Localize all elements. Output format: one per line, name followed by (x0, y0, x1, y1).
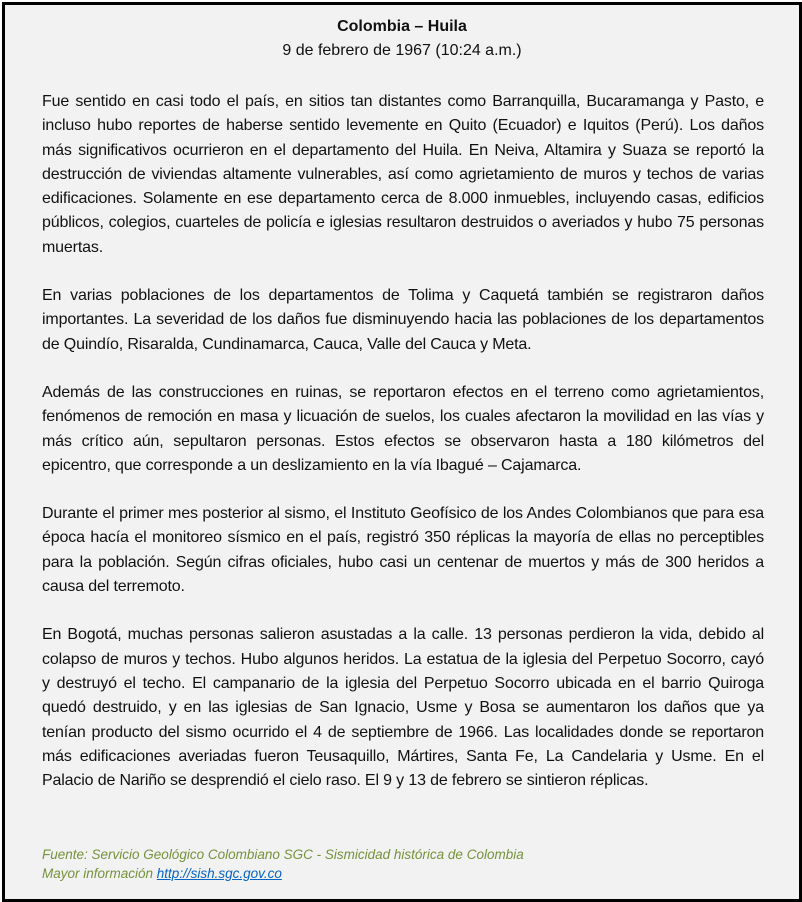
more-info-line (42, 864, 764, 883)
paragraph: Fue sentido en casi todo el país, en sitios tan distantes como Barranquilla, Bucaramanga y Pasto, e incluso hubo reportes de haberse sentido levemente en Quito (Ecuador) e Iquitos (Perú). Los daños más significativos ocurrieron en el departamento del Huila. En Neiva, Altamira y Suaza se reportó la destrucción de viviendas altamente vulnerables, así como agrietamiento de muros y techos de varias edificaciones. Solamente en ese departamento cerca de 8.000 inmuebles, incluyendo casas, edificios públicos, colegios, cuarteles de policía e iglesias resultaron destruidos o averiados y hubo 75 personas muertas. (42, 93, 764, 256)
more-info-label: Mayor información (42, 866, 157, 881)
source-link[interactable]: http://sish.sgc.gov.co (156, 866, 282, 881)
paragraph: Además de las construcciones en ruinas, se reportaron efectos en el terreno como agrietamientos, fenómenos de remoción en masa y licuación de suelos, los cuales afectaron la movilidad en las vías y más crítico aún, sepultaron personas. Estos efectos se observaron hasta a 180 kilómetros del epicentro, que corresponde a un deslizamiento en la vía Ibagué – Cajamarca. (42, 383, 764, 474)
body-text (42, 90, 764, 817)
paragraph: En varias poblaciones de los departamentos de Tolima y Caquetá también se registraron daños importantes. La severidad de los daños fue disminuyendo hacia las poblaciones de los departamentos de Quindío, Risaralda, Cundinamarca, Cauca, Valle del Cauca y Meta. (42, 287, 764, 353)
source-footer (42, 845, 764, 883)
paragraph: En Bogotá, muchas personas salieron asustadas a la calle. 13 personas perdieron la vida, debido al colapso de muros y techos. Hubo algunos heridos. La estatua de la iglesia del Perpetuo Socorro, cayó y destruyó el techo. El campanario de la iglesia del Perpetuo Socorro ubicada en el barrio Quiroga quedó destruido, y en las iglesias de San Ignacio, Usme y Bosa se aumentaron los daños que ya tenían producto del sismo ocurrido el 4 de septiembre de 1966. Las localidades donde se reportaron más edificaciones averiadas fueron Teusaquillo, Mártires, Santa Fe, La Candelaria y Usme. En el Palacio de Nariño se desprendió el cielo raso. El 9 y 13 de febrero se sintieron réplicas. (42, 626, 764, 790)
source-line: Fuente: Servicio Geológico Colombiano SGC - Sismicidad histórica de Colombia (42, 847, 524, 862)
paragraph: Durante el primer mes posterior al sismo, el Instituto Geofísico de los Andes Colombianos que para esa época hacía el monitoreo sísmico en el país, registró 350 réplicas la mayoría de ellas no perceptibles para la población. Según cifras oficiales, hubo casi un centenar de muertos y más de 300 heridos a causa del terremoto. (42, 505, 764, 596)
event-date: 9 de febrero de 1967 (10:24 a.m.) (282, 42, 522, 59)
page-title: Colombia – Huila (337, 18, 467, 35)
info-box (2, 2, 802, 902)
